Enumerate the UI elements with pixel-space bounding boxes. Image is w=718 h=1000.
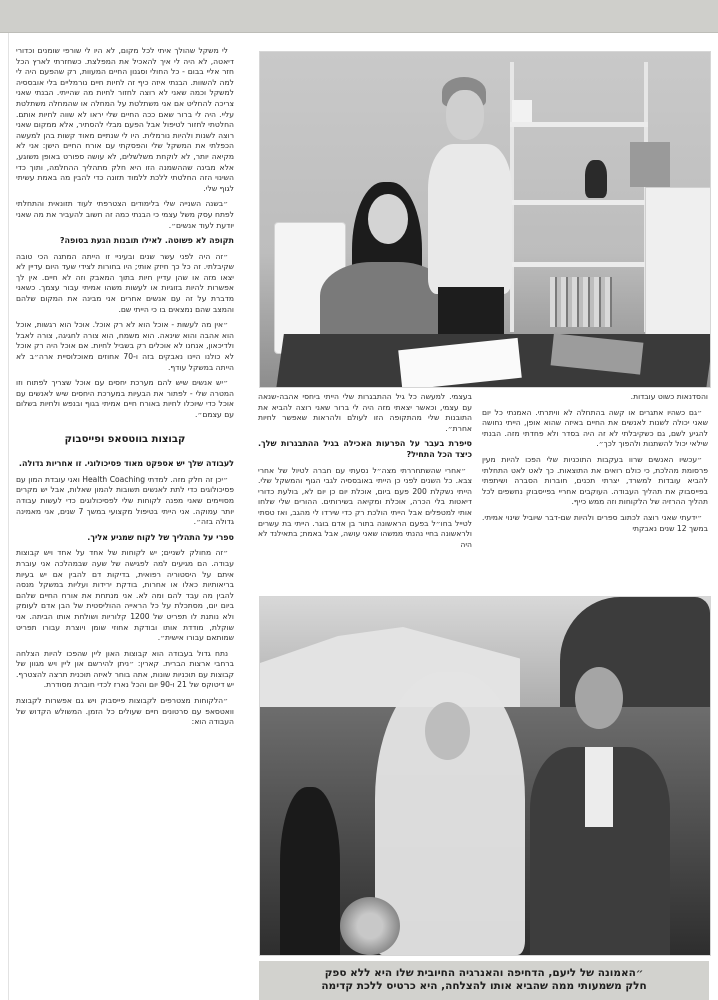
paragraph: בעצמי. למעשה כל גיל ההתבגרות שלי הייתי ביחסי אהבה-שנאה עם עצמי, וכאשר יצאתי מזה היה לי ברור שאני רוצה להביא את התובנות שלי מהתקופה הזו לעולם ולהראות שאפשר לחיות אחרת״. — [258, 392, 472, 433]
paragraph: ״זה היה לפני עשר שנים ובעיניי זו הייתה המתנה הכי טובה שקיבלתי. זה כל כך חיזק אותי; היו בחורות לצידי שעד היום עדיין לא יצאו מזה או שהן עדיין חיות בתוך המאבק וזה לא חיים. אין לך אפשרות להיות בזוגיות או לעשות משהו אמיתי עבור עצמך. כשאני מדברת על זה עם אנשים אחרים אני מבינה את המקום שלהם והמצב שהם נמצאים בו כי הייתי שם. — [16, 251, 234, 314]
article-column-left — [16, 46, 234, 1000]
pull-quote-caption — [259, 961, 709, 1000]
caption-line: ״האמונה של ליעם, הדחיפה והאנרגיה החיובית שלו היא ללא ספק — [324, 967, 644, 979]
paragraph: נתח גדול בעבודה הוא קבוצות האון ליין שהפכו להיות הצלחה ברחבי ארצות הברית. קארין: ״ניתן להירשם און ליין ויש מגוון של קבוצות עם תוכניות שונות, אתה בוחר לאיזה תוכנית תרצה להצטרף. יש דיטוקס של 21 ו-90 יום והכל נארז לכדי חוברת מסודרת. — [16, 648, 234, 690]
paragraph: ״הלקוחות מצטרפים לקבוצות פייסבוק ויש גם אפשרות לקבוצת וואטסאפ עם סרטונים חיים שעולים כל הזמן. המשולש הקדוש של העבודה הוא: — [16, 696, 234, 727]
product-bag — [630, 142, 670, 187]
wedding-photo — [259, 596, 711, 956]
paragraph: ״עכשיו האנשים שרוו בעקבות התוכניות שלי הפכו להיות מעין פרסומת מהלכת, כי כולם רואים את התוצאות. כך לאט לאט התחלתי להביא עובדות למשרד, יצרתי תכנים, חוברות הסברה ושיתפתי בפייסבוק את תהליך העבודה. העוקבים אחריי בפייסבוק נחשפים לכל תהליך ההרזיה של הלקוחות וזה ממש כייף. — [482, 454, 708, 507]
section-title: קבוצות בווטסאפ ופייסבוק — [64, 433, 186, 445]
standing-woman-top — [428, 144, 512, 294]
books — [550, 277, 612, 327]
groom-head — [575, 667, 623, 729]
seated-woman-face — [368, 194, 408, 244]
viewer-top-bar — [0, 0, 718, 33]
paragraph: ״יש אנשים שיש להם מערכת יחסים עם אוכל שצריך לפתוח וזו המטרה שלי - לפתור את הבעיות במערכת היחסים שיש לאנשים עם אוכל כדי שיוכלו לחיות באורח חיים אמיתי בגוף ובנפש ולחיות בשלום עם עצמם״. — [16, 378, 234, 419]
guest-woman — [280, 787, 340, 955]
paragraph: ״יכן זה חלק מזה. למדתי Health Coaching ואני עובדת המון עם פסיכולוגים כדי לתת לאנשים תשובות להמון שאלות, אבל יש מקרים מסויימים שאני מפנה לקוחות שלי לפסיכולוגים כדי לעשות עבודה יותר עמוקה. אני הייתי בטיפול מקצועי במשך 7 שנים, אני מאמינה גדולה בזה״. — [16, 474, 234, 527]
shelf — [510, 122, 648, 127]
shelf — [510, 200, 648, 205]
question-heading: תקופה לא פשוטה. לאילו תובנות הגעת בסופה? — [59, 236, 234, 246]
paragraph: ״אין מה לעשות - אוכל הוא לא רק אוכל. אוכל הוא רגשות, אוכל הוא אהבה והוא שינאה. הוא משמח, הוא צורה לחגיגה, צורה לאבל ולדיכאון, אנחנו לא אוכלים רק בשביל לחיות. אם אוכל היה רק אוכל לא כולנו היינו נאבקים בזה ו-70 אחוזים מאוכלוסיית ארה״ב לא הייתה במשקל עודף. — [16, 320, 234, 372]
paragraph: ״בשנה השנייה שלי בלימודים הצטרפתי לעוד תזונאית והתחלתי לפתח עסק משל עצמי כי הבנתי כמה זה חשוב להעביר את מה שאני יודעת לעוד אנשים״. — [16, 199, 234, 230]
paragraph: והסדנאות כשוט עובדות. — [630, 392, 708, 401]
plant-pot — [512, 100, 532, 122]
paragraph: ״גם כשהיו אתגרים או קשה בהתחלה לא וויתרתי. האמנתי כל יום שאני יכולה לשנות לאנשים את החיים באיזה שהוא אופן, הייתי נחושה להגיע לשם, גם כשקיבלתי לא זה היה בסדר ולא פחדתי מזה. הבנתי שילאי יכול להשתנות ולהפוך לכך״. — [482, 407, 708, 449]
paragraph: ״אחרי שהשתחררתי מצה״ל נסעתי עם חברה לטיול של אחרי צבא. כל השנים לפני כן הייתי באובססיה לגבי הגוף והמשקל שלי. הייתי נשקלת 200 פעם ביום, אוכלת יום כן יום לא, בולעת כדורי דיאטות בלי הכרה, אוכלת ומקיאה בשירותים. ההורים שלי שלחו אותי למטפלים אבל הייתי הולכת רק כדי שירדו לי מהגב, ואז טסתי לטייל בחו״ל בפעם הראשונה בתור בן אדם בוגר. הייתי בת עשרים ולראשונה בחיי נהנתי ממשהו שאני עושה, אבל באמת; בתאילנד לא היה — [258, 465, 472, 549]
paragraph: ״זה מחולק לשניים; יש לקוחות של אחד על אחד ויש קבוצות עבודה. הם מגיעים למה לפגישה של שעה שבמהלכה אני עוברת איתם על היסטוריה רפואית, בדיקות דם להבין אם יש בעיות בריאותיות כאלו או אחרות, בודקת ירידות ועליות במשקל מנסה להבין מה עבד להם ומה לא. אני מנתחת את אורח החיים שלהם ביום יום, מסתכלת על כל הראייה ההוליסטית של הבן אדם לעומק ולא נותנת לו תפריט של 1200 קלוריות ושולחת אותו הביתה. אני שוקלת, מודדת אותו ובודקת אחוזי שומן ויוצרת עבורו תפריט שמותאם עבורו אישית״. — [16, 548, 234, 643]
cabinet — [645, 187, 711, 349]
office-photo — [259, 51, 711, 388]
bride-face — [425, 702, 470, 760]
question-heading: ספרי על התהליך של לקוח שמגיע אליך. — [87, 532, 234, 542]
article-column-middle — [258, 392, 472, 580]
article-column-right — [482, 392, 708, 580]
paragraph: לי משקל שהולך איתי לכל מקום, לא היו לי שורפי שומנים וכדורי דיאטה, לא היה לי איך להאכיל את המפלצת. כשחזרתי לארץ הכל חזר אליי בבום - כל החולי וסגנון החיים המעוות, רק שהפעם היה לי למה להשוות. הבנתי איזה כיף זה לחיות חיים נורמליים בלי אובססיה למשקל וכמה שאני לא רוצה לחזור לחיות מה שהייתי. הבנתי שאני צריכה להחליט אם אני משתלטת על המחלה או שהמחלה משתלטת עליי. היה לי ברור שאם ככה החיים שלי יראו לא שווה לחיות אותם. החלטתי לחזור לטיפול אבל הפעם מבלי להסתיר, אלא ממקום שאני רוצה לשנות ולהיות נורמלית. היו לי שנתיים מאוד קשות בהן למעשה הכפלתי את המשקל שלי והפסקתי עם אורח החיים הישן: אני לא מקיאה יותר, לא לוקחת משלשלים, לא עושה ספורט באופן משוגע, אלא מבינה שההשמנה הזו היא חלק מתהליך ההחלמה, ותוך כדי השינוי הזה החלטתי ללכת ללמוד תזונה כדי להבין מה באמת עשיתי לגוף שלי. — [16, 46, 234, 193]
caption-line: חלק משמעותי ממה שהביא אותו להצלחה, היא כרטיס ללכת קדימה — [321, 980, 647, 992]
standing-woman-face — [446, 90, 484, 140]
groom-shirt — [585, 747, 613, 827]
shelf — [510, 262, 648, 267]
question-heading: לעבודה שלך יש אספקט מאוד פסיכולוגי. זו אחריות גדולה. — [18, 459, 234, 469]
vase — [585, 160, 607, 198]
question-heading: סיפרת בעבר על הפרעות האכילה בגיל ההתבגרות שלך. כיצד הכל התחיל? — [258, 439, 472, 459]
paragraph: ״ידעתי שאני רוצה לכתוב ספרים ולהיות שם-דבר שיוביל שינוי אמיתי. במשך 12 שנים נאבקתי — [482, 512, 708, 533]
bouquet — [340, 897, 400, 955]
